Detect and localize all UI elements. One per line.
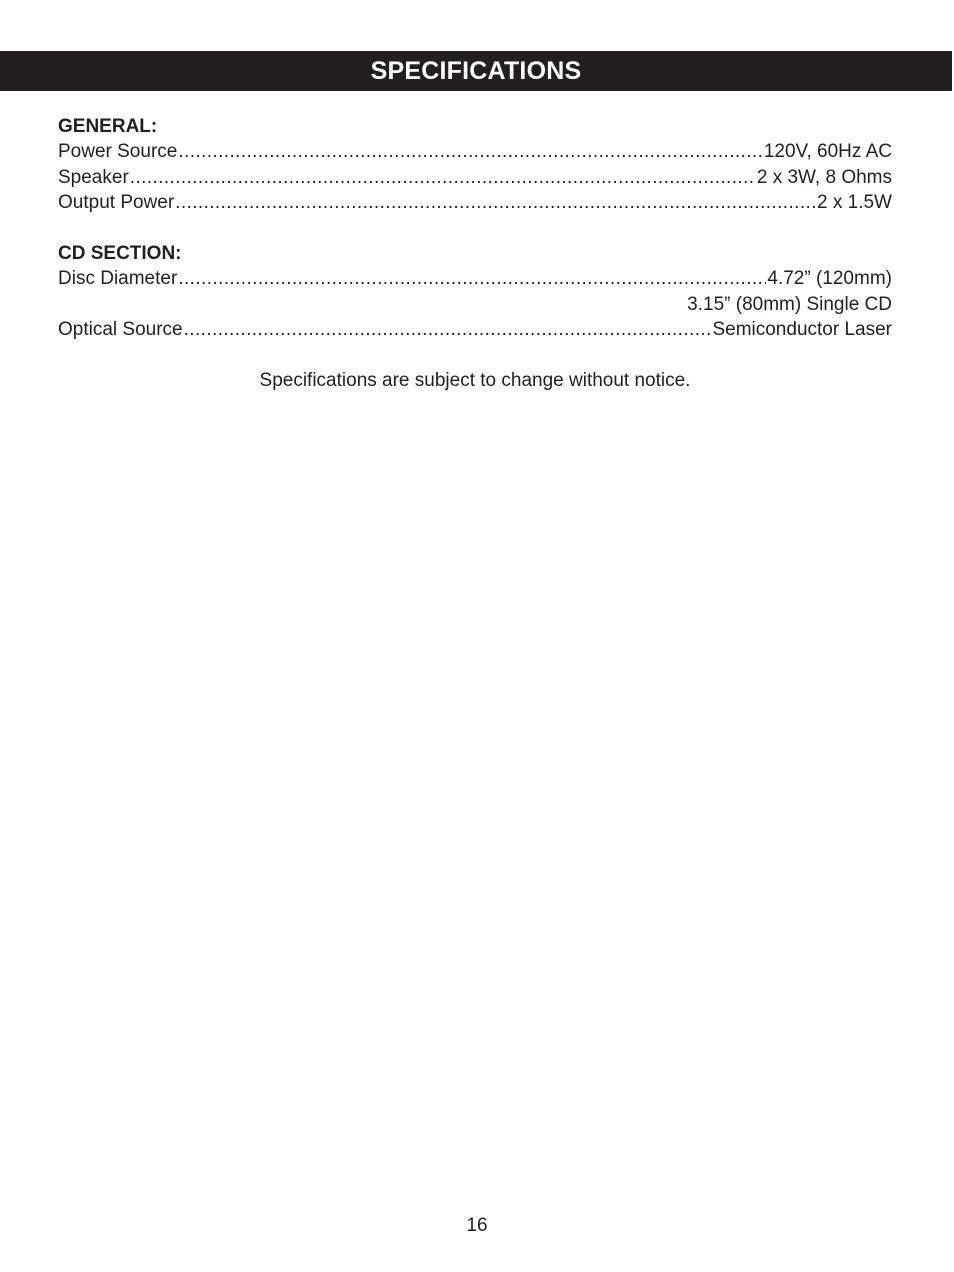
spec-row-power-source (58, 139, 892, 164)
spec-label: Output Power (58, 192, 175, 214)
spec-value: 2 x 3W, 8 Ohms (756, 166, 892, 188)
dot-leader (178, 266, 766, 291)
change-notice: Specifications are subject to change without notice. (259, 370, 691, 392)
spec-row-disc-diameter (58, 266, 892, 291)
section-spacer (58, 216, 892, 241)
spec-row-speaker (58, 165, 892, 190)
spec-value: 2 x 1.5W (817, 192, 892, 214)
dot-leader (175, 190, 816, 215)
spec-value-continuation: 3.15” (80mm) Single CD (687, 293, 892, 315)
page-number: 16 (466, 1215, 488, 1236)
spec-row-output-power (58, 190, 892, 215)
spec-value: 120V, 60Hz AC (763, 141, 892, 163)
dot-leader (178, 139, 762, 164)
section-spacer (58, 343, 892, 368)
specifications-content (58, 114, 892, 393)
section-heading-general: GENERAL: (58, 116, 158, 137)
spec-label: Disc Diameter (58, 268, 178, 290)
spec-value: 4.72” (120mm) (767, 268, 892, 290)
title-bar (0, 51, 952, 91)
dot-leader (130, 165, 756, 190)
spec-label: Speaker (58, 166, 129, 188)
page-title: SPECIFICATIONS (370, 56, 582, 85)
spec-value: Semiconductor Laser (712, 319, 892, 341)
spec-label: Power Source (58, 141, 178, 163)
spec-row-optical-source (58, 317, 892, 342)
section-heading-cd: CD SECTION: (58, 243, 182, 265)
spec-label: Optical Source (58, 319, 183, 341)
dot-leader (184, 317, 712, 342)
